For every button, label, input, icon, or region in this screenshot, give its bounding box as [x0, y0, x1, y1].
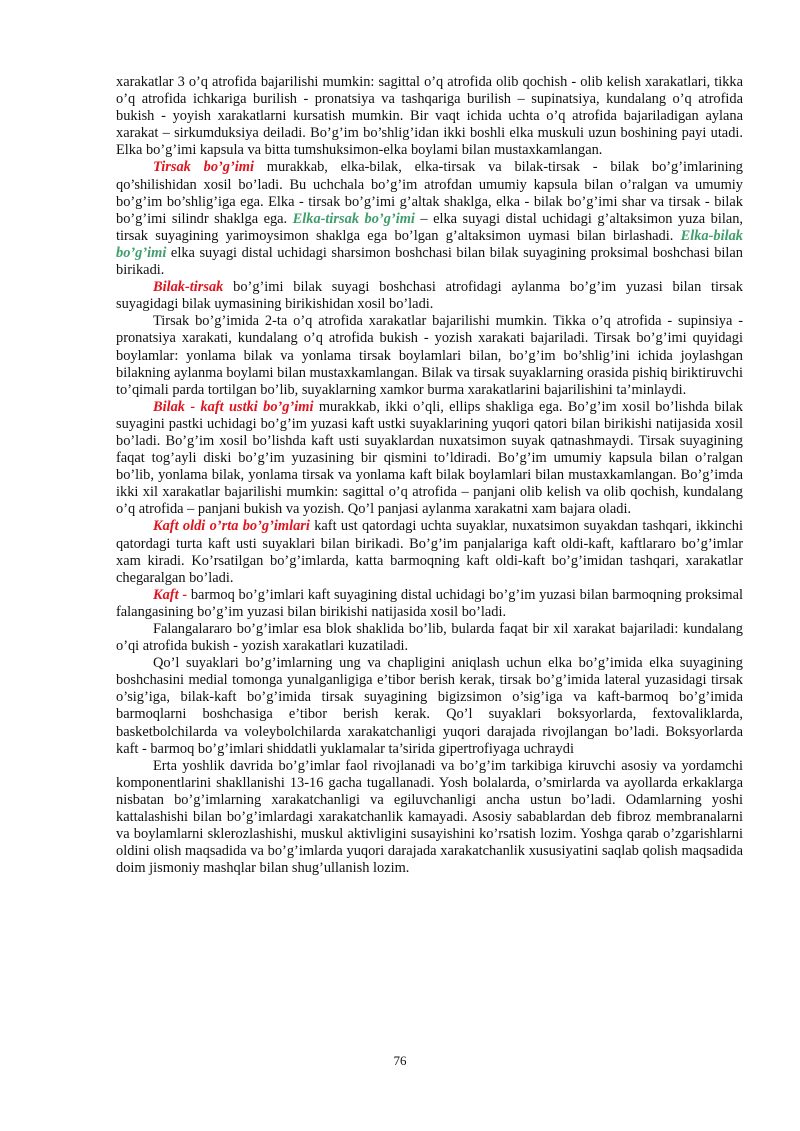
term-kaft: Kaft -: [153, 586, 188, 603]
paragraph-radioulnar-joint: [116, 279, 743, 313]
paragraph-text: bo’g’imi bilak suyagi boshchasi atrofidagi aylanma bo’g’im yuzasi bilan tirsak suyagidagi bilak uymasining birikishidan xosil bo’ladi.: [116, 279, 743, 313]
paragraph-metacarpophalangeal-joints: [116, 587, 743, 621]
document-body: [116, 74, 743, 877]
paragraph-text: murakkab, elka-bilak, elka-tirsak va bilak-tirsak - bilak bo’g’imlarining qo’shilishidan xosil bo’ladi. Bu uchchala bo’g’im atrofdan umumiy kapsula bilan o’ralgan va umumiy bo’g’im bo’shlig’iga ega. Elka - tirsak bo’g’imi g’altak shaklga, elka - bilak bo’g’imi shar va tirsak - bilak bo’g’imi silindr shaklga ega.: [116, 159, 743, 227]
paragraph-hand-bones-sides: Qo’l suyaklari bo’g’imlarning ung va chapligini aniqlash uchun elka bo’g’imida elka suyagining boshchasini medial tomonga yunalganligiga e’tibor berish kerak, tirsak bo’g’imida lateral yuzasidagi tirsak o’sig’iga, bilak-kaft bo’g’imida tirsak suyagining bigizsimon o’sig’iga va kaft-barmoq bo’g’imida barmoqlarni boshchasiga e’tibor berish kerak. Qo’l suyaklari boksyorlarda, fextovaliklarda, basketbolchilarda va voleybolchilarda xarakatchanligi yuqori darajada rivojlangan bo’ladi. Boksyorlarda kaft - barmoq bo’g’imlari shiddatli yuklamalar ta’sirida gipertrofiyaga uchraydi: [116, 655, 743, 757]
paragraph-text: kaft ust qatordagi uchta suyaklar, nuxatsimon suyakdan tashqari, ikkinchi qatordagi turta kaft usti suyaklari bilan birikadi. Bo’g’im panjalariga kaft oldi-kaft, kaftlararo bo’g’imlar xam kiradi. Ko’rsatilgan bo’g’imlarda, katta barmoqning kaft oldi-kaft bo’g’imidan tashqari, xarakatlar chegaralgan bo’ladi.: [116, 518, 744, 586]
page-number: 76: [393, 1053, 407, 1068]
paragraph-elbow-movements: Tirsak bo’g’imida 2-ta o’q atrofida xarakatlar bajarilishi mumkin. Tikka o’q atrofida - supinsiya - pronatsiya xarakati, kundalang o’q atrofida bukish - yozish xarakati bajariladi. Tirsak bo’g’imi quyidagi boylamlar: yonlama bilak va yonlama tirsak boylamlari bilan, bo’g’im bo’shlig’ini ichida joylashgan bilakning aylanma boylami bilan mustaxkamlangan. Bilak va tirsak suyaklarning orasida pishiq biriktiruvchi to’qimali parda tortilgan bo’lib, suyaklarning xamkor burma xarakatlarini bajarilishini ta’minlaydi.: [116, 313, 743, 398]
term-bilak-tirsak: Bilak-tirsak: [153, 279, 224, 296]
paragraph-midcarpal-joints: [116, 518, 743, 586]
paragraph-shoulder-continuation: xarakatlar 3 o’q atrofida bajarilishi mumkin: sagittal o’q atrofida olib qochish - olib kelish xarakatlari, tikka o’q atrofida ichkariga burilish - pronatsiya va tashqariga burilish – supinatsiya, kundalang o’q atrofida bukish - yoyish xarakatlarni kursatish mumkin. Bir vaqt ichida uchta o’q atrofida bajariladigan aylana xarakat – sirkumduksiya deiladi. Bo’g’im bo’shlig’idan ikki boshli elka muskuli uzun boshining payi utadi. Elka bo’g’imi kapsula va bitta tumshuksimon-elka boylami bilan mustaxkamlangan.: [116, 74, 743, 159]
term-tirsak-bogimi: Tirsak bo’g’imi: [153, 159, 254, 176]
paragraph-text: elka suyagi distal uchidagi sharsimon boshchasi bilan bilak suyagining proksimal boshchasi bilan birikadi.: [116, 244, 743, 279]
paragraph-text: barmoq bo’g’imlari kaft suyagining distal uchidagi bo’g’im yuzasi bilan barmoqning proksimal falangasining bo’g’im yuzasi bilan birikishi natijasida xosil bo’ladi.: [116, 586, 743, 620]
paragraph-text: murakkab, ikki o’qli, ellips shakliga ega. Bo’g’im xosil bo’lishda bilak suyagini pastki uchidagi bo’g’im yuzasi kaft ustki suyaklarining yuqori qatori bilan birikishi natijasida xosil bo’ladi. Bo’g’im xosil bo’lishda kaft usti suyaklardan nuxatsimon suyak qatnashmaydi. Tirsak suyagining faqat tog’ayli diski bo’g’im yuzasining bir qismini to’ldiradi. Bo’g’im umumiy kapsula bilan o’ralgan bo’lib, yonlama bilak, yonlama tirsak va yonlama kaft bilak boylamlari bilan mustaxkamlangan. Bo’g’imda ikki xil xarakatlar bajarilishi mumkin: sagittal o’q atrofida – panjani olib kelish va olib qochish, kundalang o’q atrofida – panjani bukish va yozish. Qo’l panjasi aylanma xarakatni xam bajara oladi.: [116, 398, 743, 518]
term-elka-tirsak-bogimi: Elka-tirsak bo’g’imi: [292, 210, 415, 227]
term-bilak-kaft-ustki-bogimi: Bilak - kaft ustki bo’g’imi: [153, 398, 314, 415]
term-kaft-oldi-orta-bogimlari: Kaft oldi o’rta bo’g’imlari: [153, 518, 310, 535]
paragraph-age-development: Erta yoshlik davrida bo’g’imlar faol rivojlanadi va bo’g’im tarkibiga kiruvchi asosiy va yordamchi komponentlarini shakllanishi 13-16 gacha tugallanadi. Yosh bolalarda, o’smirlarda va ayollarda erkaklarga nisbatan bo’g’imlarning xarakatchanligi va egiluvchanligi ancha ustun bo’ladi. Odamlarning yoshi kattalashishi bilan bo’g’imlardagi xarakatchanlik kamayadi. Asosiy sabablardan deb fibroz membranalarni va boylamlarni sklerozlashishi, muskul aktivligini susayishini ko’rsatish lozim. Yoshga qarab o’zgarishlarni oldini olish maqsadida va bo’g’imlarda yuqori darajada xarakatchanlik xususiyatini saqlab qolish maqsadida doim jismoniy mashqlar bilan shug’ullanish lozim.: [116, 757, 743, 877]
paragraph-text: – elka suyagi distal uchidagi g’altaksimon yuza bilan, tirsak suyagining yarimoysimon shaklga ega bo’lgan g’altaksimon uymasi bilan birlashadi.: [116, 210, 744, 244]
paragraph-interphalangeal-joints: Falangalararo bo’g’imlar esa blok shaklida bo’lib, bularda faqat bir xil xarakat bajariladi: kundalang o’qi atrofida bukish - yozish xarakatlari kuzatiladi.: [116, 621, 743, 655]
term-elka-bilak-bogimi: Elka-bilak bo’g’imi: [116, 227, 743, 261]
paragraph-elbow-joint: [116, 159, 743, 279]
paragraph-wrist-joint: [116, 399, 743, 519]
